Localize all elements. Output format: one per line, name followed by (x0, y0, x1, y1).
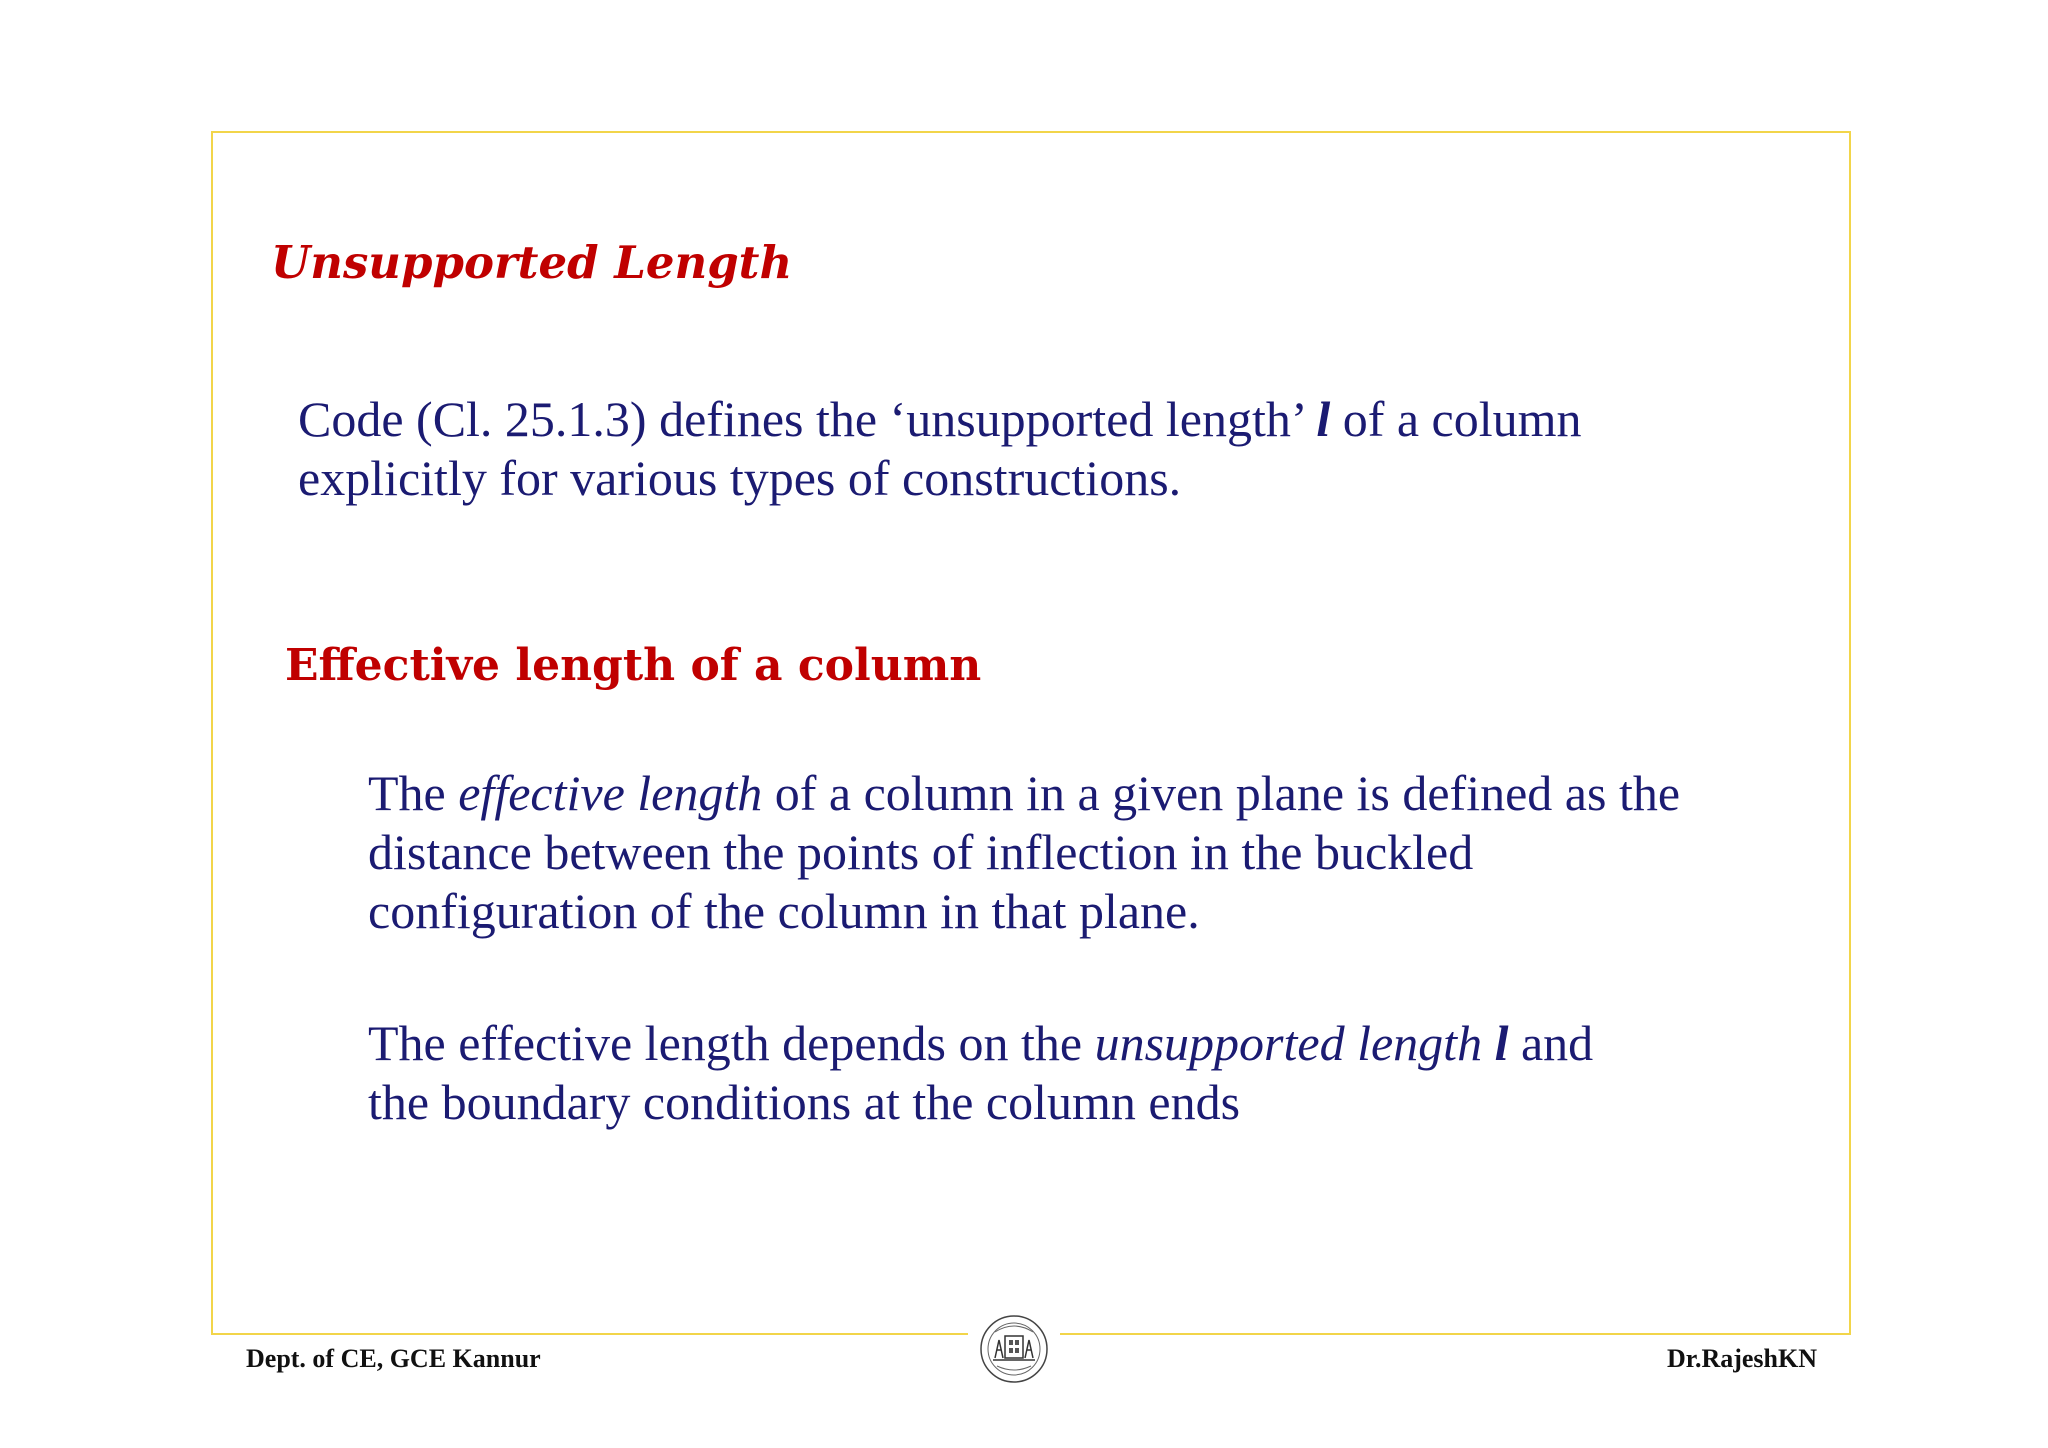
para3-line1: The effective length depends on the unsupported length l and (368, 1015, 1594, 1071)
symbol-l: l (1482, 1015, 1509, 1071)
college-emblem-icon (975, 1310, 1053, 1388)
footer-department: Dept. of CE, GCE Kannur (246, 1344, 541, 1373)
para3-line2: the boundary conditions at the column ends (368, 1074, 1241, 1130)
heading-unsupported-length: Unsupported Length (271, 236, 793, 289)
paragraph-effective-length-definition (368, 764, 1680, 941)
para1-line1: Code (Cl. 25.1.3) defines the ‘unsupported length’ l of a column (298, 391, 1582, 447)
para2-line3: configuration of the column in that plane. (368, 883, 1200, 939)
italic-unsupported-length: unsupported length (1094, 1015, 1483, 1071)
paragraph-unsupported-length (298, 390, 1582, 508)
footer-author: Dr.RajeshKN (1667, 1344, 1817, 1373)
para1-line2: explicitly for various types of constructions. (298, 450, 1182, 506)
symbol-l: l (1316, 391, 1331, 447)
heading-effective-length: Effective length of a column (285, 640, 982, 691)
paragraph-effective-length-dependence (368, 1014, 1593, 1132)
italic-effective-length: effective length (458, 765, 763, 821)
para2-line2: distance between the points of inflection in the buckled (368, 824, 1474, 880)
slide-frame (211, 131, 1851, 1335)
para2-line1: The effective length of a column in a given plane is defined as the (368, 765, 1681, 821)
